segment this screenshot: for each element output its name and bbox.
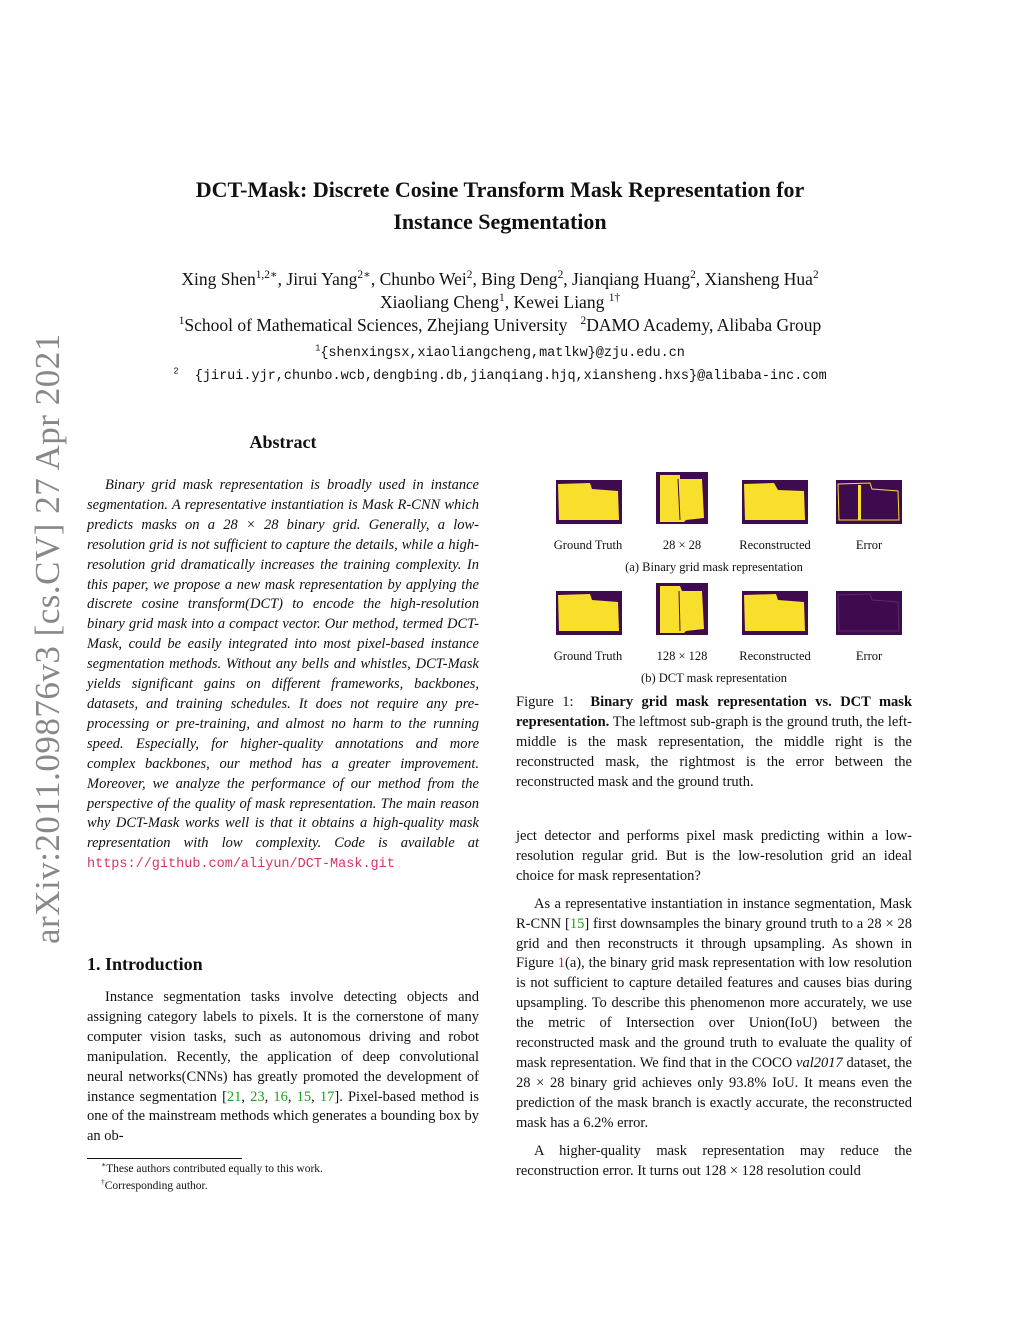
author-name: Xiaoliang Cheng xyxy=(379,292,500,312)
citation-link[interactable]: 23 xyxy=(250,1088,265,1105)
author-line-1 xyxy=(100,268,900,291)
author-name: Bing Deng xyxy=(481,269,558,289)
intro-text-after: . Pixel-based method is one of the mainstream methods which generates a bounding box by an ob- xyxy=(87,1088,480,1145)
figure-ref-link[interactable]: 1 xyxy=(557,955,565,972)
email-sup: 2 xyxy=(173,366,179,377)
footnote-text: Corresponding author. xyxy=(104,1180,208,1192)
email-text[interactable]: {jirui.yjr,chunbo.wcb,dengbing.db,jianqiang.hjq,xiansheng.hxs}@alibaba-inc.com xyxy=(194,369,827,384)
mask-thumb-reconstructed-a xyxy=(742,480,808,524)
mask-thumb-reconstructed-b xyxy=(742,591,808,635)
email-line-1 xyxy=(100,343,900,361)
footnote-mark: † xyxy=(101,1177,105,1187)
author-name: Xiansheng Hua xyxy=(704,269,813,289)
abstract-text: Binary grid mask representation is broadly used in instance segmentation. A representative instantiation is Mask R-CNN which predicts masks on a 28 × 28 binary grid. Generally, a low-resolution grid is not sufficient to capture the details, while a high-resolution grid dramatically increases the training complexity. In this paper, we propose a new mask representation by applying the discrete cosine transform(DCT) to encode the high-resolution binary grid mask into a compact vector. Our method, termed DCT-Mask, could be easily integrated into most pixel-based instance segmentation methods. Without any bells and whistles, DCT-Mask yields significant gains on different frameworks, backbones, datasets, and training schedules. It does not require any pre-processing or pre-training, and almost no harm to the running speed. Especially, for higher-quality annotations and more complex backbones, our method has a greater improvement. Moreover, we analyze the performance of our method from the perspective of the quality of mask representation. The main reason why DCT-Mask works well is that it obtains a high-quality mask representation with low complexity. Code is available at xyxy=(87,477,479,852)
citation-link[interactable]: 15 xyxy=(569,915,585,932)
citation-link[interactable]: 15 xyxy=(296,1088,312,1105)
citation-link[interactable]: 17 xyxy=(319,1088,335,1105)
fig-label: Reconstructed xyxy=(739,649,811,663)
subfigure-caption-b: (b) DCT mask representation xyxy=(641,671,787,685)
author-line-2 xyxy=(100,291,900,314)
arxiv-identifier: arXiv:2011.09876v3 [cs.CV] 27 Apr 2021 xyxy=(28,333,67,944)
email-sup: 1 xyxy=(315,343,321,354)
email-line-2 xyxy=(100,366,900,384)
author-sep: , xyxy=(370,269,380,289)
author-name: Xing Shen xyxy=(181,269,256,289)
abstract-heading: Abstract xyxy=(249,432,317,452)
title-line-2: Instance Segmentation xyxy=(393,209,607,234)
fig-label: Ground Truth xyxy=(553,649,623,663)
author-sup: 1† xyxy=(608,292,621,305)
author-sep: , xyxy=(504,292,514,312)
text-run: ] first downsamples the binary ground truth to a 28 × 28 grid and then reconstructs it through upsampling. As shown in Figure xyxy=(516,915,912,972)
author-name: Chunbo Wei xyxy=(379,269,467,289)
mask-thumb-error-a xyxy=(836,480,902,524)
intro-text: Instance segmentation tasks involve detecting objects and assigning category labels to pixels. It is the cornerstone of many computer vision tasks, such as autonomous driving and robot manipulation. Recently, the application of deep convolutional neural networks(CNNs) has greatly promoted the development of instance segmentation xyxy=(87,989,479,1105)
right-column-body xyxy=(516,827,912,1181)
footnote-2 xyxy=(87,1178,479,1194)
fig-label: Ground Truth xyxy=(553,538,623,552)
text-run: dataset, the 28 × 28 binary grid achieves only 93.8% IoU. It means even the prediction of the mask branch is exactly accurate, the reconstructed mask has a 6.2% error. xyxy=(516,1054,912,1131)
author-sup: 2 xyxy=(557,269,564,282)
fig-label: Error xyxy=(855,649,883,663)
text-run-italic: val2017 xyxy=(796,1054,843,1071)
author-name: Kewei Liang xyxy=(513,292,609,312)
footnote-rule xyxy=(87,1158,242,1159)
paragraph xyxy=(516,895,912,1134)
author-sep: , xyxy=(563,269,572,289)
citation-link[interactable]: 21 xyxy=(226,1088,242,1105)
fig-label: Error xyxy=(855,538,883,552)
paragraph: A higher-quality mask representation may reduce the reconstruction error. It turns out 128 × 128 resolution could xyxy=(516,1142,912,1179)
email-text[interactable]: {shenxingsx,xiaoliangcheng,matlkw}@zju.edu.cn xyxy=(320,346,685,361)
caption-prefix: Figure 1: xyxy=(516,694,574,710)
mask-thumb-ground-truth-a xyxy=(556,480,622,524)
mask-thumb-128x128 xyxy=(656,583,708,635)
footnote-1 xyxy=(87,1161,479,1177)
author-sep: , xyxy=(472,269,482,289)
affiliations xyxy=(100,314,900,337)
footnote-mark: ∗ xyxy=(101,1160,107,1170)
figure-caption xyxy=(516,693,912,793)
author-sup: 2 xyxy=(466,269,473,282)
author-sep: , xyxy=(277,269,287,289)
mask-thumb-28x28 xyxy=(656,472,708,524)
fig-label: 28 × 28 xyxy=(662,538,702,552)
aff-sup: 2 xyxy=(580,315,587,328)
author-sup: 2∗ xyxy=(357,269,371,282)
fig-label: Reconstructed xyxy=(739,538,811,552)
footnote-text: These authors contributed equally to this work. xyxy=(106,1163,323,1175)
author-sup: 1,2∗ xyxy=(255,269,278,282)
mask-thumb-error-b xyxy=(836,591,902,635)
affiliation-1: School of Mathematical Sciences, Zhejiang University xyxy=(184,315,568,335)
author-block xyxy=(100,268,900,337)
author-name: Jirui Yang xyxy=(286,269,358,289)
author-sup: 2 xyxy=(690,269,696,282)
paper-title xyxy=(100,174,900,238)
author-sup: 2 xyxy=(812,269,819,282)
title-line-1: DCT-Mask: Discrete Cosine Transform Mask Representation for xyxy=(195,177,805,202)
affiliation-2: DAMO Academy, Alibaba Group xyxy=(586,315,822,335)
fig-label: 128 × 128 xyxy=(656,649,708,663)
author-sup: 1 xyxy=(499,292,505,305)
subfigure-caption-a: (a) Binary grid mask representation xyxy=(625,560,803,574)
intro-body: Instance segmentation tasks involve detecting objects and assigning category labels to pixels. It is the cornerstone of many computer vision tasks, such as autonomous driving and robot manipulation. Recently, the application of deep convolutional neural networks(CNNs) has greatly promoted the development of instance segmentation [21, 23, 16, 15, 17]. Pixel-based method is one of the mainstream methods which generates a bounding box by an ob- xyxy=(87,989,480,1145)
mask-thumb-ground-truth-b xyxy=(556,591,622,635)
caption-text: The leftmost sub-graph is the ground truth, the left-middle is the mask representation, the middle right is the reconstructed mask, the rightmost is the error between the reconstructed mask and the ground truth. xyxy=(516,713,912,790)
author-sep: , xyxy=(695,269,705,289)
section-heading-introduction: 1. Introduction xyxy=(87,954,203,974)
paragraph: ject detector and performs pixel mask predicting within a low-resolution regular grid. But is the low-resolution grid an ideal choice for mask representation? xyxy=(516,828,912,884)
text-run: (a), the binary grid mask representation with low resolution is not sufficient to capture detailed features and causes bias during upsampling. To describe this phenomenon more accurately, we use the metric of Intersection over Union(IoU) between the reconstructed mask and the ground truth to evaluate the quality of mask representation. We find that in the COCO xyxy=(516,955,913,1071)
code-link[interactable]: https://github.com/aliyun/DCT-Mask.git xyxy=(87,857,395,873)
text-run: As a representative instantiation in instance segmentation, Mask R-CNN [ xyxy=(516,895,912,932)
abstract-body xyxy=(87,476,479,875)
caption-bold: Binary grid mask representation vs. DCT mask representation. xyxy=(516,694,913,730)
aff-sup: 1 xyxy=(178,315,185,328)
citation-link[interactable]: 16 xyxy=(273,1088,288,1105)
author-name: Jianqiang Huang xyxy=(572,269,691,289)
